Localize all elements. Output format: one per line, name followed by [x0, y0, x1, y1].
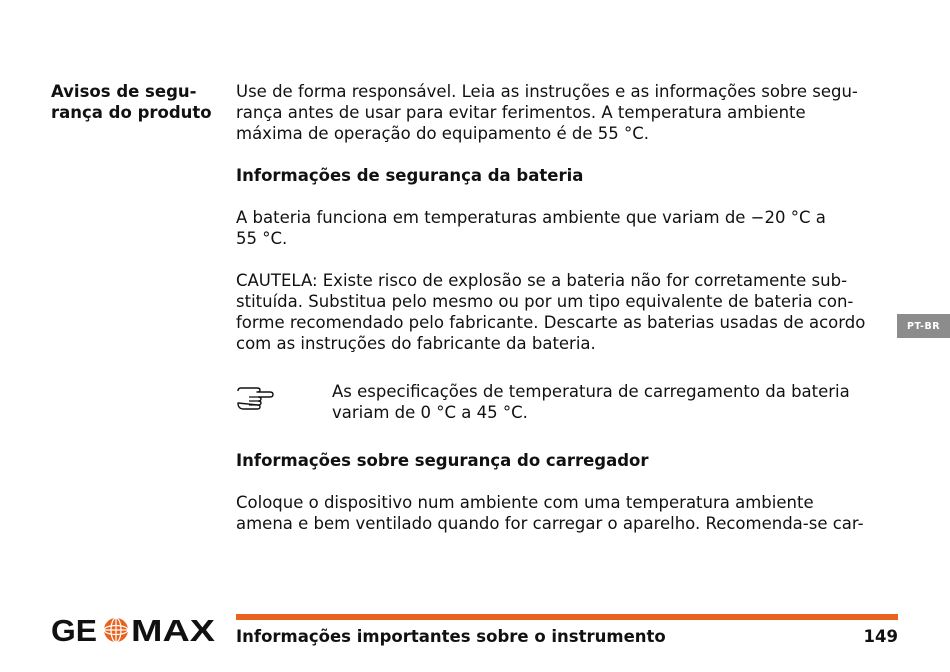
text-line: rança antes de usar para evitar ferimentos. A temperatura ambiente — [236, 103, 806, 122]
text-line: forme recomendado pelo fabricante. Descarte as baterias usadas de acordo — [236, 313, 866, 332]
svg-text:GE: GE — [51, 614, 97, 644]
text-line: 55 °C. — [236, 229, 288, 248]
text-line: stituída. Substitua pelo mesmo ou por um tipo equivalente de bateria con- — [236, 292, 854, 311]
battery-heading: Informações de segurança da bateria — [236, 166, 584, 185]
battery-temperature-paragraph — [236, 207, 886, 249]
text-line: As especificações de temperatura de carregamento da bateria — [332, 382, 850, 401]
note-text — [332, 381, 850, 423]
globe-icon — [104, 618, 128, 642]
charger-heading: Informações sobre segurança do carregador — [236, 451, 649, 470]
svg-text:MAX: MAX — [131, 614, 216, 644]
text-line: CAUTELA: Existe risco de explosão se a bateria não for corretamente sub- — [236, 271, 848, 290]
text-line: Use de forma responsável. Leia as instruções e as informações sobre segu- — [236, 82, 858, 101]
footer-rule — [236, 614, 898, 620]
pointing-hand-icon — [236, 381, 276, 411]
side-heading — [51, 81, 226, 123]
text-line: variam de 0 °C a 45 °C. — [332, 403, 528, 422]
note-block — [236, 381, 886, 423]
text-line: amena e bem ventilado quando for carregar o aparelho. Recomenda-se car- — [236, 514, 864, 533]
text-line: com as instruções do fabricante da bateria. — [236, 334, 596, 353]
intro-paragraph — [236, 81, 886, 144]
page-number: 149 — [863, 627, 898, 646]
caution-paragraph — [236, 270, 886, 354]
text-line: máxima de operação do equipamento é de 55 °C. — [236, 124, 650, 143]
side-heading-line: rança do produto — [51, 103, 212, 122]
language-tab: PT-BR — [897, 314, 950, 338]
side-heading-line: Avisos de segu- — [51, 82, 197, 101]
text-line: Coloque o dispositivo num ambiente com uma temperatura ambiente — [236, 493, 814, 512]
main-content — [236, 81, 886, 534]
charger-paragraph — [236, 492, 886, 534]
geomax-logo — [51, 614, 216, 644]
text-line: A bateria funciona em temperaturas ambiente que variam de −20 °C a — [236, 208, 826, 227]
footer-title: Informações importantes sobre o instrumento — [236, 627, 666, 646]
